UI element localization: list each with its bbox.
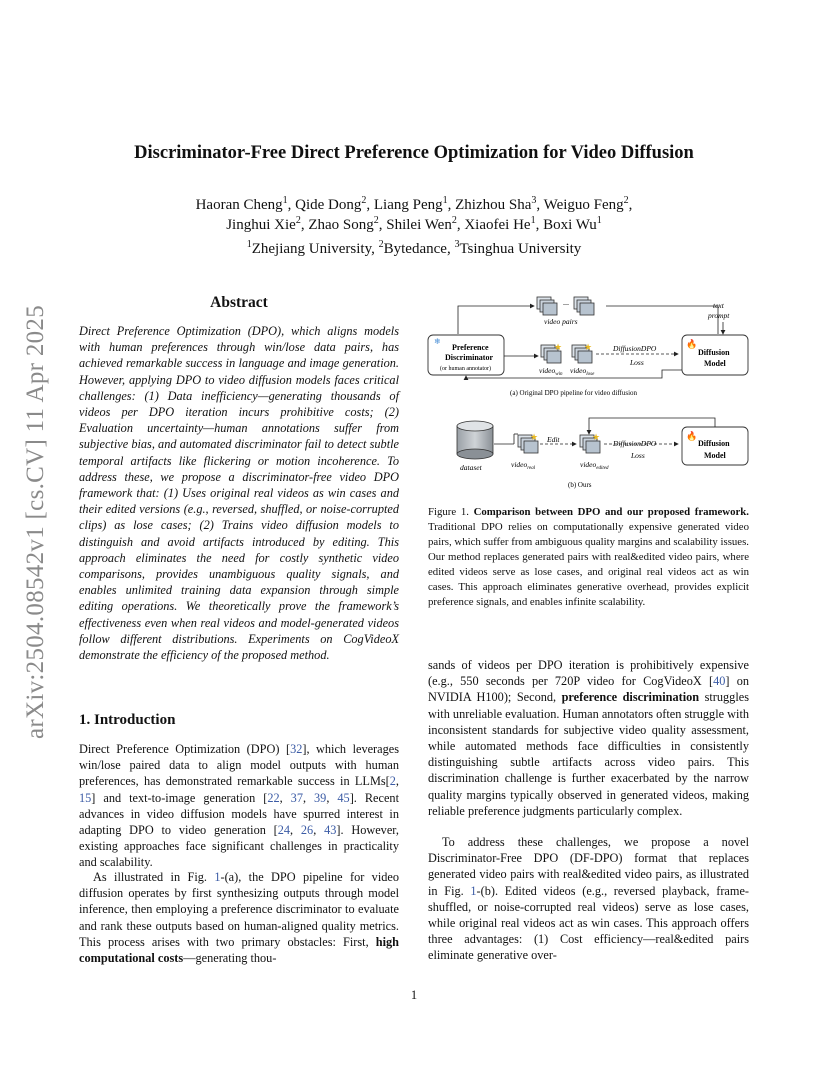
video-pairs-label: video pairs [544, 317, 578, 326]
video-lose-label: video$_{lose}$ [570, 366, 595, 377]
affiliation: Zhejiang University [251, 241, 372, 257]
paper-title: Discriminator-Free Direct Preference Optimization for Video Diffusion [134, 143, 694, 163]
pref-disc-label-2: Discriminator [445, 353, 493, 362]
pref-disc-label-1: Preference [452, 343, 489, 352]
video-real-stack-icon [518, 432, 538, 453]
affiliation: Tsinghua University [459, 241, 582, 257]
model-label-b1: Diffusion [698, 439, 730, 448]
author: Xiaofei He [464, 217, 531, 233]
page-number: 1 [410, 988, 418, 1002]
fire-icon: 🔥 [686, 431, 698, 441]
arxiv-sidebar-id [0, 0, 60, 1072]
arrow [606, 306, 718, 334]
video-real-label: video$_{real}$ [511, 460, 536, 471]
subcaption-b: (b) Ours [568, 481, 592, 489]
citation-link[interactable]: 24 [277, 823, 291, 838]
affiliations: $^1$Zhejiang University, $^2$Bytedance, $^3$Tsinghua University [246, 239, 582, 257]
author-affil-sup: 2 [361, 195, 367, 206]
author-affil-sup: 1 [530, 215, 536, 226]
snowflake-icon: ❄ [434, 337, 441, 346]
affil-sup: 2 [378, 239, 384, 250]
author: Qide Dong [295, 197, 362, 213]
dataset-cylinder-icon [457, 421, 493, 459]
svg-text:★: ★ [584, 342, 593, 352]
figure-ref-link[interactable]: 1 [214, 870, 221, 884]
prompt-label: prompt [708, 311, 730, 320]
video-edited-label: video$_{edited}$ [580, 460, 609, 471]
affiliation: Bytedance [383, 241, 447, 257]
citation-link[interactable]: 15 [79, 790, 92, 805]
citation-link[interactable]: 37 [290, 790, 303, 805]
right-paragraph-1: sands of videos per DPO iteration is prohibitively expensive (e.g., 550 seconds per 720P video for CogVideoX [40] on NVIDIA H100); Second, preference discrimination struggles with unreliable evaluation. Human annotators often struggle with inconsistent standards for subjective video quality assessment, while automated methods face difficulties in consistently distinguishing subtle artifacts across video pairs. This discrimination challenge is further exacerbated by the narrow quality margins typically observed in generated videos, making reliable preference judgments particularly complex. [428, 658, 750, 818]
intro-paragraph-1: Direct Preference Optimization (DPO) [32], which leverages win/lose paired data to align model outputs with human preferences, has demonstrated remarkable success in LLMs[2, 15] and text-to-image generation [22, 37, 39, 45]. Recent advances in video diffusion models have spurred interest in adapting DPO to video generation [24, 26, 43]. However, existing approaches face significant challenges in practicality and scalability. [79, 742, 400, 870]
author: Jinghui Xie [226, 217, 296, 233]
author: Haoran Cheng [195, 197, 283, 213]
svg-text:★: ★ [530, 432, 539, 442]
bold-phrase: preference discrimination [561, 690, 700, 705]
model-label-1: Diffusion [698, 348, 730, 357]
citation-link[interactable]: 43 [324, 823, 337, 838]
author-affil-sup: 2 [451, 215, 457, 226]
citation-link[interactable]: 2 [389, 774, 396, 789]
arxiv-id-text: arXiv:2504.08542v1 [cs.CV] 11 Apr 2025 [22, 304, 49, 740]
citation-link[interactable]: 22 [267, 790, 280, 805]
loss-label-b2: Loss [631, 451, 645, 460]
author-affil-sup: 1 [596, 215, 602, 226]
bold-phrase: high computational costs [79, 934, 399, 966]
text-label: text [713, 301, 724, 310]
model-label-2: Model [704, 359, 726, 368]
author: Shilei Wen [386, 217, 452, 233]
subcaption-a: (a) Original DPO pipeline for video diffusion [510, 389, 638, 397]
affil-sup: 1 [246, 239, 252, 250]
right-paragraph-2: To address these challenges, we propose a novel Discriminator-Free DPO (DF-DPO) format that replaces generated video pairs with real&edited video pairs, as illustrated in Fig. 1-(b). Edited videos (e.g., reversed playback, frame-shuffled, or noise-corrupted real videos) serve as lose cases, while original real videos act as win cases. This approach offers three advantages: (1) Cost efficiency—real&edited pairs eliminate generative over- [428, 835, 749, 963]
author-line-2: Jinghui Xie$^2$, Zhao Song$^2$, Shilei Wen$^2$, Xiaofei He$^1$, Boxi Wu$^1$ [226, 215, 602, 233]
edit-label: Edit [547, 435, 560, 444]
loss-label-1: DiffusionDPO [613, 344, 657, 353]
author-affil-sup: 1 [282, 195, 288, 206]
caption-text: Traditional DPO relies on computationally expensive generated video pairs, which suffer from ambiguous quality margins and scalability issues. Our method replaces generated pairs with real&edited video pairs, where edited videos serve as lose cases, and original real videos act as win cases. This approach eliminates generative overhead, provides explicit preference signals, and enables infinite scalability. [428, 521, 749, 608]
author: Weiguo Feng [543, 197, 624, 213]
video-edited-stack-icon [580, 432, 600, 453]
abstract-heading: Abstract [210, 294, 268, 311]
author-affil-sup: 3 [531, 195, 537, 206]
figure-ref-link[interactable]: 1 [470, 883, 477, 898]
author-line-1: Haoran Cheng$^1$, Qide Dong$^2$, Liang Peng$^1$, Zhizhou Sha$^3$, Weiguo Feng$^2$, [195, 195, 633, 213]
pref-disc-label-3: (or human annotator) [440, 366, 491, 372]
author-affil-sup: 1 [442, 195, 448, 206]
abstract-body: Direct Preference Optimization (DPO), which aligns models with human preferences through win/lose data pairs, has achieved remarkable success in language and image generation. However, applying DPO to video diffusion models faces critical challenges: (1) Data inefficiency—generating thousands of videos per DPO iteration incurs prohibitive costs; (2) Evaluation uncertainty—human annotations suffer from subjective bias, and automated discriminator fail to detect subtle temporal artifacts like flickering or motion incoherence. To address these, we propose a discriminator-free video DPO framework that: (1) Uses original real videos as win cases and their edited versions (e.g., reversed, shuffled, or noise-corrupted clips) as lose cases; (2) Trains video diffusion models to distinguish and avoid artifacts introduced by editing. This approach eliminates the need for costly synthetic video comparisons, provides unambiguous quality signals, and enables unlimited training data expansion through simple editing operations. We theoretically prove the framework’s effectiveness even when real videos and model-generated videos follow different distributions. Experiments on CogVideoX demonstrate the efficiency of the proposed method. [79, 324, 399, 663]
citation-link[interactable]: 45 [337, 790, 350, 805]
video-win-stack-icon [541, 342, 562, 363]
figure-1-diagram [426, 294, 752, 494]
author: Boxi Wu [543, 217, 597, 233]
video-win-label: video$_{win}$ [539, 366, 563, 377]
svg-text:★: ★ [554, 342, 563, 352]
dataset-label: dataset [460, 463, 482, 472]
section-heading-introduction: 1. Introduction [79, 712, 176, 728]
citation-link[interactable]: 39 [314, 790, 327, 805]
arrow [458, 306, 534, 334]
citation-link[interactable]: 32 [290, 742, 303, 756]
intro-paragraph-2: As illustrated in Fig. 1-(a), the DPO pipeline for video diffusion operates by first synthesizing outputs through model inference, then employing a preference discriminator to evaluate and rank these outputs based on human-aligned quality metrics. This process arises with two primary obstacles: First, high computational costs—generating thou- [79, 870, 399, 966]
loss-label-b1: DiffusionDPO [613, 439, 657, 448]
video-lose-stack-icon [572, 342, 592, 363]
author-affil-sup: 2 [295, 215, 301, 226]
author: Liang Peng [373, 197, 443, 213]
figure-caption [428, 505, 749, 610]
loss-label-2: Loss [630, 358, 644, 367]
ellipsis-label: ... [563, 298, 569, 307]
author: Zhizhou Sha [455, 197, 532, 213]
svg-text:★: ★ [592, 432, 601, 442]
author-affil-sup: 2 [623, 195, 629, 206]
author: Zhao Song [308, 217, 374, 233]
fire-icon: 🔥 [686, 339, 698, 349]
caption-bold: Comparison between DPO and our proposed framework. [473, 506, 749, 518]
citation-link[interactable]: 40 [713, 674, 726, 689]
model-label-b2: Model [704, 451, 726, 460]
citation-link[interactable]: 26 [300, 823, 314, 838]
affil-sup: 3 [454, 239, 460, 250]
author-affil-sup: 2 [373, 215, 379, 226]
caption-label: Figure 1. [428, 506, 469, 518]
